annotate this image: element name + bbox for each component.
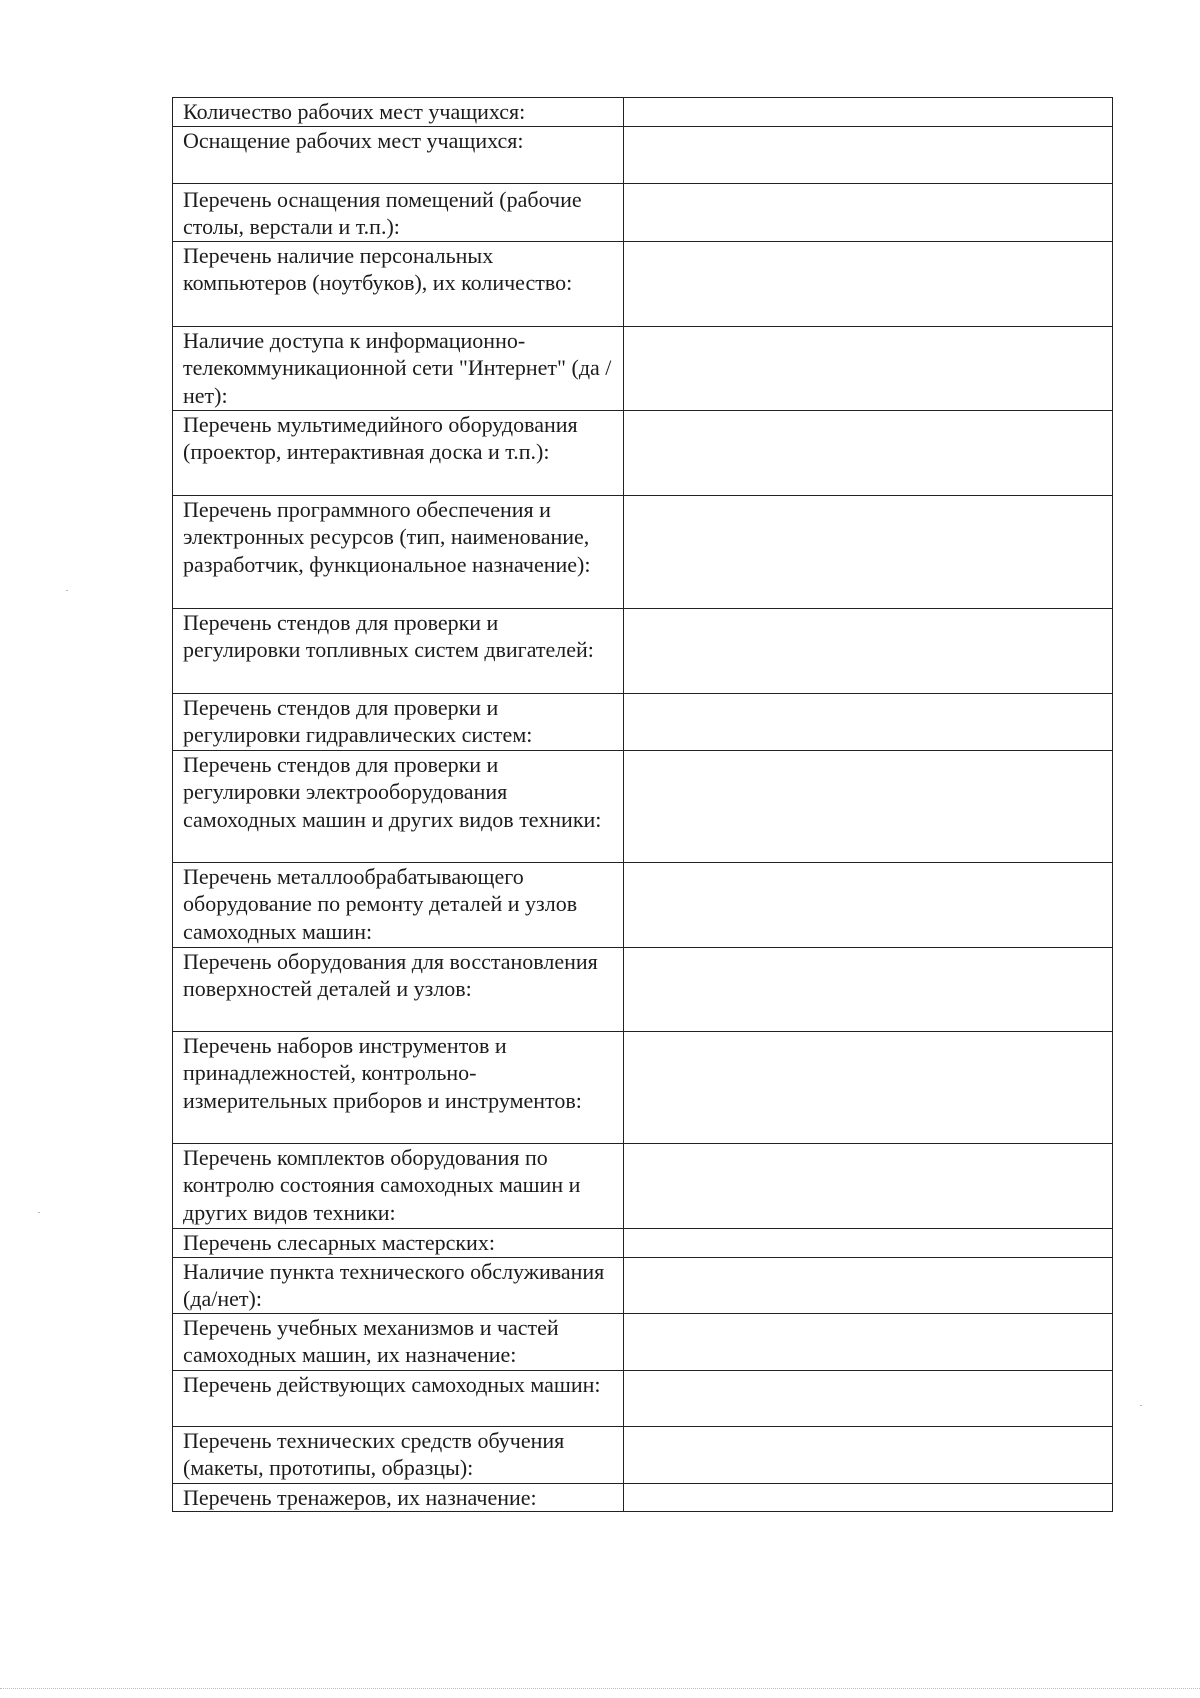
form-row <box>173 1257 1113 1313</box>
field-value-cell[interactable] <box>624 98 1113 127</box>
field-value-cell[interactable] <box>624 693 1113 750</box>
field-label: Перечень наличие персональных компьютеров (ноутбуков), их количество: <box>173 241 624 326</box>
field-label: Перечень стендов для проверки и регулировки топливных систем двигателей: <box>173 608 624 693</box>
scan-edge-line <box>0 1688 1200 1689</box>
field-value-cell[interactable] <box>624 495 1113 608</box>
form-row <box>173 410 1113 495</box>
scan-speck <box>38 1212 40 1213</box>
form-row <box>173 241 1113 326</box>
field-label: Перечень наборов инструментов и принадлежностей, контрольно-измерительных приборов и инструментов: <box>173 1031 624 1143</box>
form-row <box>173 1483 1113 1512</box>
form-row <box>173 750 1113 862</box>
form-row <box>173 608 1113 693</box>
field-label: Перечень программного обеспечения и электронных ресурсов (тип, наименование, разработчик, функциональное назначение): <box>173 495 624 608</box>
field-value-cell[interactable] <box>624 750 1113 862</box>
form-row <box>173 1228 1113 1257</box>
form-row <box>173 1031 1113 1143</box>
field-label: Перечень комплектов оборудования по контролю состояния самоходных машин и других видов техники: <box>173 1143 624 1228</box>
form-row <box>173 126 1113 183</box>
field-value-cell[interactable] <box>624 608 1113 693</box>
field-label: Перечень тренажеров, их назначение: <box>173 1483 624 1512</box>
form-row <box>173 1370 1113 1426</box>
form-row <box>173 326 1113 410</box>
field-value-cell[interactable] <box>624 183 1113 241</box>
field-value-cell[interactable] <box>624 1426 1113 1483</box>
field-label: Перечень мультимедийного оборудования (проектор, интерактивная доска и т.п.): <box>173 410 624 495</box>
field-label: Перечень учебных механизмов и частей самоходных машин, их назначение: <box>173 1313 624 1370</box>
field-value-cell[interactable] <box>624 126 1113 183</box>
field-value-cell[interactable] <box>624 1313 1113 1370</box>
form-row <box>173 1313 1113 1370</box>
field-value-cell[interactable] <box>624 241 1113 326</box>
form-row <box>173 947 1113 1031</box>
scan-speck <box>1140 1405 1142 1406</box>
field-label: Перечень металлообрабатывающего оборудование по ремонту деталей и узлов самоходных машин: <box>173 862 624 947</box>
field-value-cell[interactable] <box>624 1228 1113 1257</box>
field-value-cell[interactable] <box>624 1143 1113 1228</box>
field-value-cell[interactable] <box>624 1483 1113 1512</box>
field-label: Перечень оборудования для восстановления поверхностей деталей и узлов: <box>173 947 624 1031</box>
field-value-cell[interactable] <box>624 862 1113 947</box>
equipment-form-table <box>172 97 1113 1512</box>
form-row <box>173 1143 1113 1228</box>
field-label: Наличие доступа к информационно-телекоммуникационной сети "Интернет" (да /нет): <box>173 326 624 410</box>
field-label: Перечень оснащения помещений (рабочие столы, верстали и т.п.): <box>173 183 624 241</box>
field-label: Перечень слесарных мастерских: <box>173 1228 624 1257</box>
field-value-cell[interactable] <box>624 1257 1113 1313</box>
field-label: Наличие пункта технического обслуживания (да/нет): <box>173 1257 624 1313</box>
form-row <box>173 183 1113 241</box>
field-value-cell[interactable] <box>624 410 1113 495</box>
form-row <box>173 495 1113 608</box>
field-label: Перечень стендов для проверки и регулировки гидравлических систем: <box>173 693 624 750</box>
form-row <box>173 693 1113 750</box>
form-row <box>173 1426 1113 1483</box>
form-row <box>173 98 1113 127</box>
field-label: Оснащение рабочих мест учащихся: <box>173 126 624 183</box>
field-label: Перечень стендов для проверки и регулировки электрооборудования самоходных машин и других видов техники: <box>173 750 624 862</box>
field-label: Количество рабочих мест учащихся: <box>173 98 624 127</box>
field-value-cell[interactable] <box>624 1031 1113 1143</box>
field-label: Перечень действующих самоходных машин: <box>173 1370 624 1426</box>
form-row <box>173 862 1113 947</box>
field-value-cell[interactable] <box>624 947 1113 1031</box>
field-value-cell[interactable] <box>624 1370 1113 1426</box>
field-value-cell[interactable] <box>624 326 1113 410</box>
scan-speck <box>66 590 68 591</box>
field-label: Перечень технических средств обучения (макеты, прототипы, образцы): <box>173 1426 624 1483</box>
